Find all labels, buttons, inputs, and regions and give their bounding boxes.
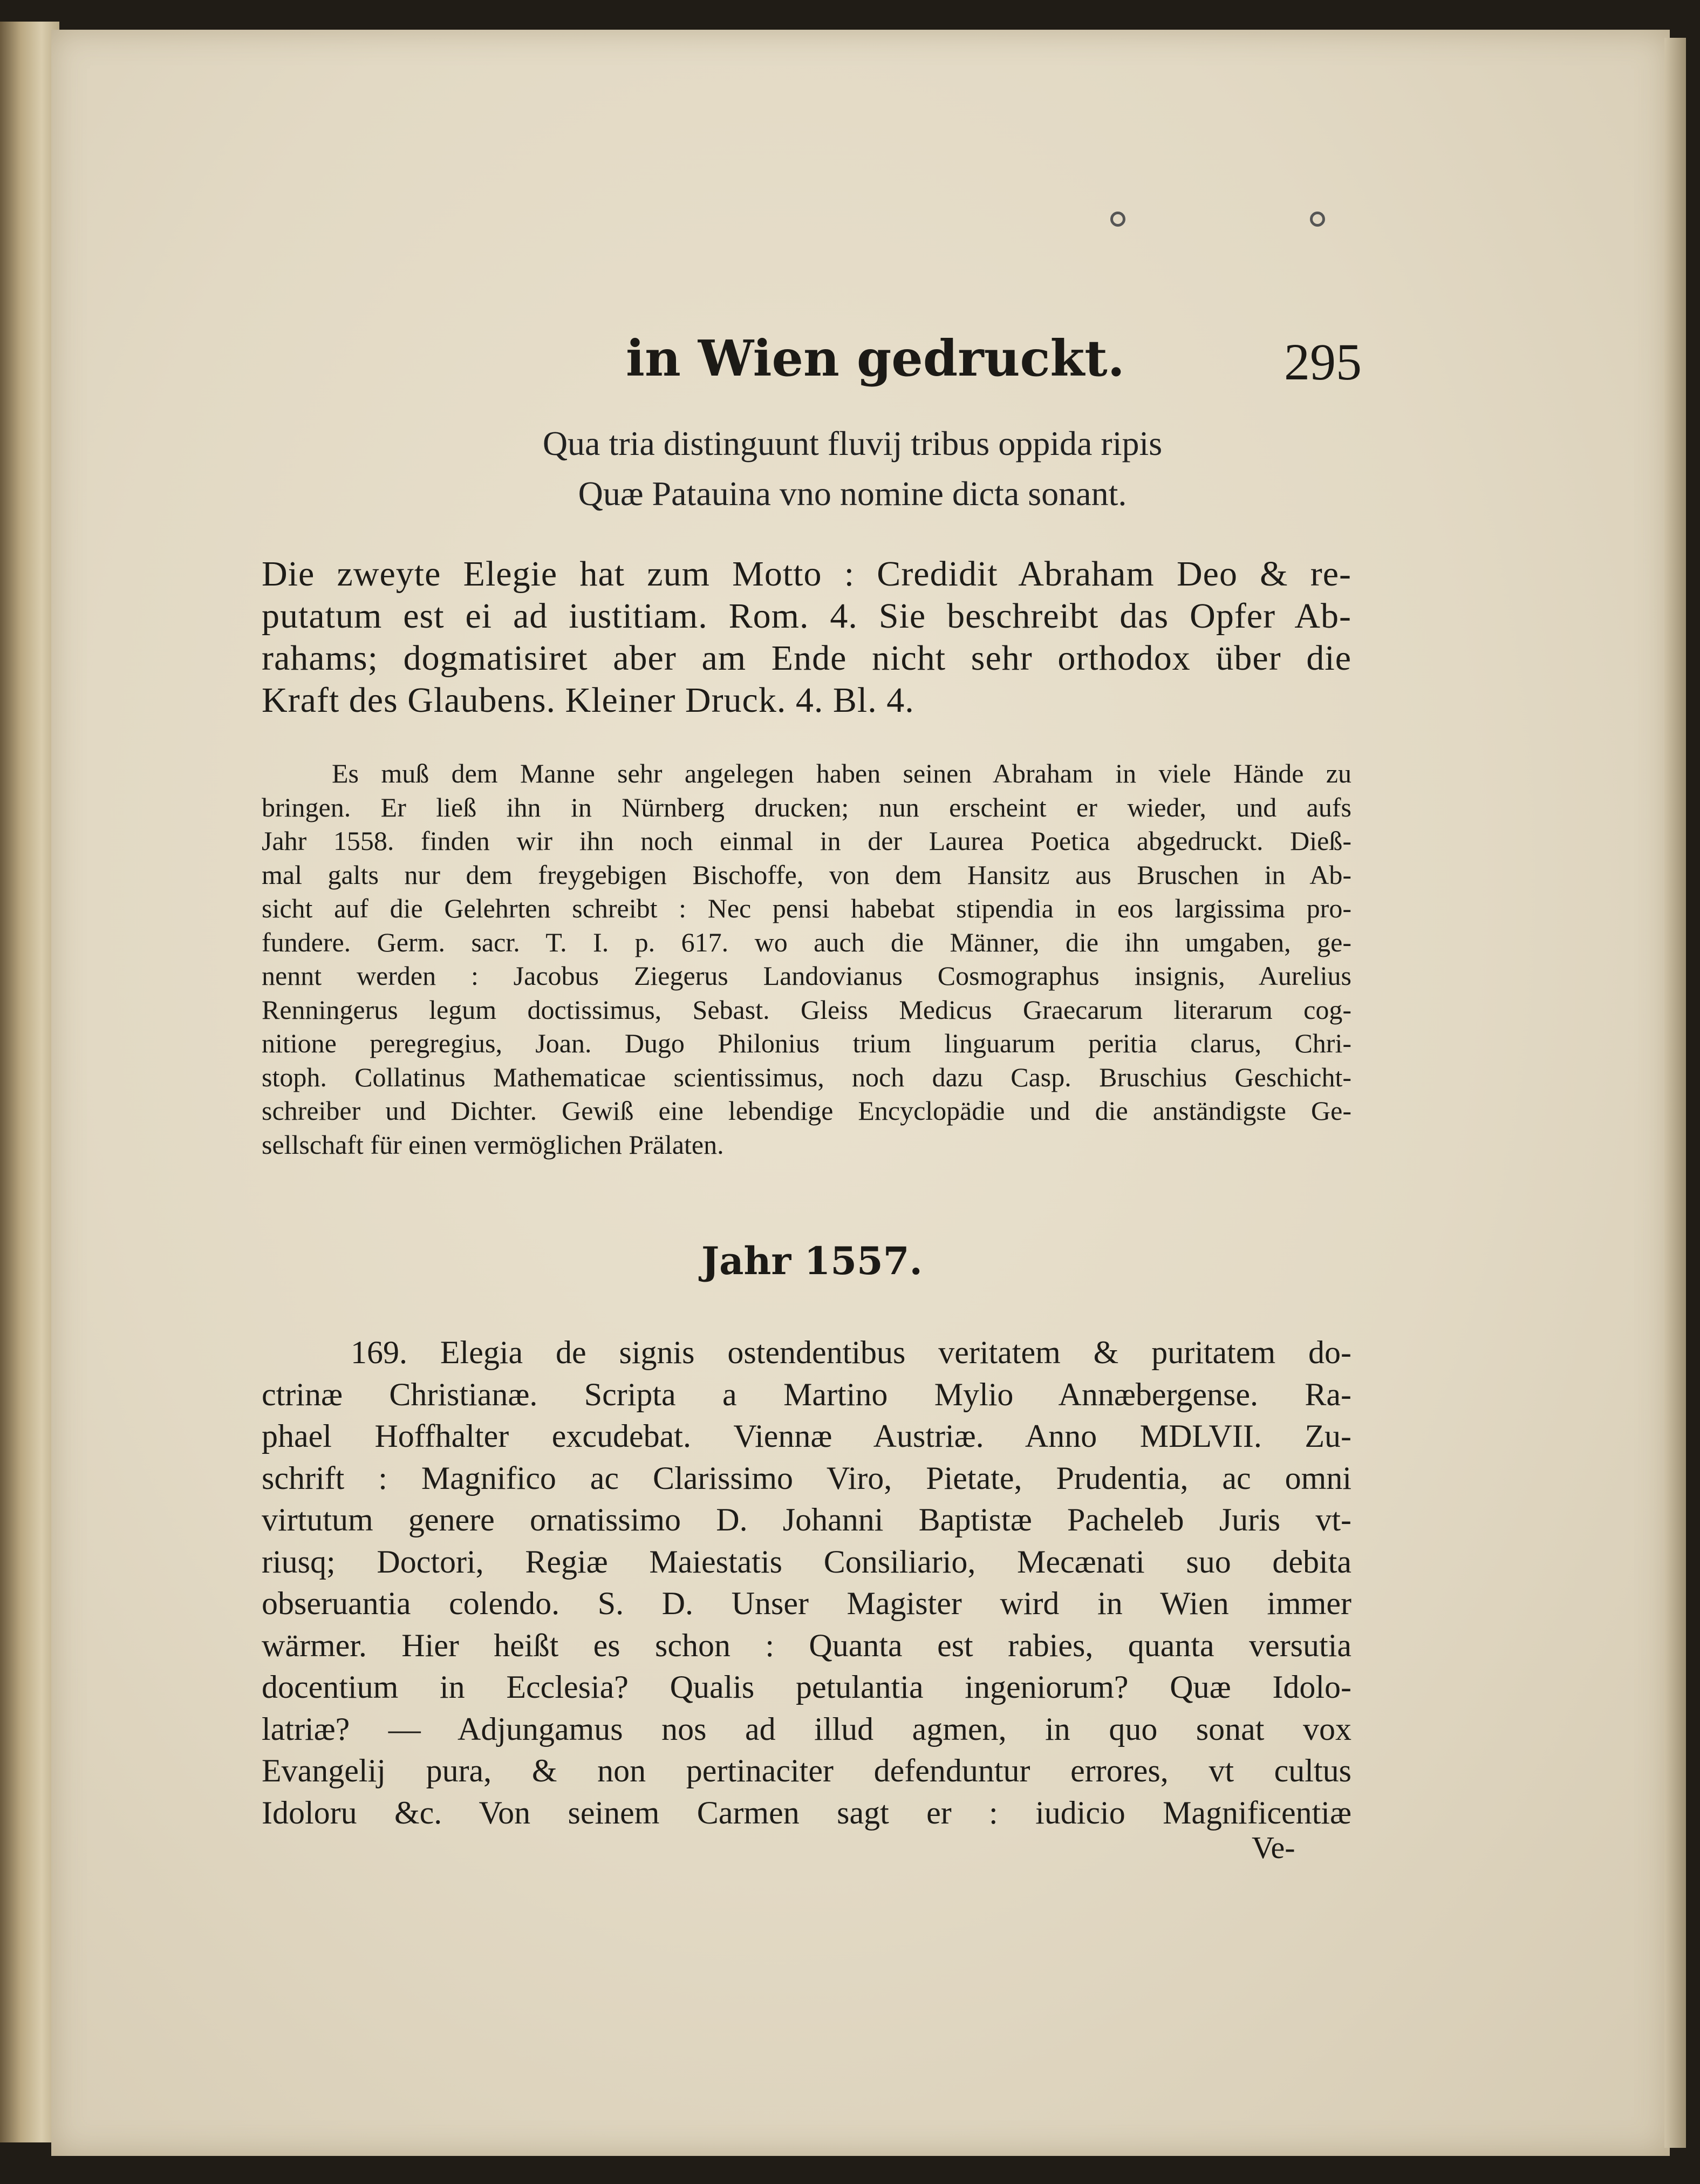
text-line: Renningerus legum doctissimus, Sebast. Gleiss Medicus Graecarum literarum cog-	[262, 994, 1351, 1025]
right-page-edge	[1664, 38, 1686, 2148]
text-line: ctrinæ Christianæ. Scripta a Martino Mylio Annæbergense. Ra-	[262, 1376, 1351, 1412]
text-line: virtutum genere ornatissimo D. Johanni Baptistæ Pacheleb Juris vt-	[262, 1502, 1351, 1537]
entry-paragraph	[262, 553, 1351, 722]
text-line: mal galts nur dem freygebigen Bischoffe, von dem Hansitz aus Bruschen in Ab-	[262, 859, 1351, 890]
text-line: nitione peregregius, Joan. Dugo Philonius trium linguarum peritia clarus, Chri-	[262, 1028, 1351, 1058]
left-page-edge	[0, 22, 59, 2142]
text-line: wärmer. Hier heißt es schon : Quanta est rabies, quanta versutia	[262, 1627, 1351, 1663]
text-line: Jahr 1558. finden wir ihn noch einmal in der Laurea Poetica abgedruckt. Dieß-	[262, 826, 1351, 856]
text-line: rahams; dogmatisiret aber am Ende nicht sehr orthodox über die	[262, 638, 1351, 678]
verse-line: Qua tria distinguunt fluvij tribus oppida ripis	[542, 424, 1163, 462]
text-line: riusq; Doctori, Regiæ Maiestatis Consiliario, Mecænati suo debita	[262, 1543, 1351, 1580]
text-line: latriæ? — Adjungamus nos ad illud agmen, in quo sonat vox	[262, 1711, 1351, 1747]
text-line: docentium in Ecclesia? Qualis petulantia ingeniorum? Quæ Idolo-	[262, 1669, 1351, 1705]
commentary-paragraph	[262, 757, 1351, 1161]
text-line: sellschaft für einen vermöglichen Prälaten.	[262, 1129, 724, 1160]
text-line: putatum est ei ad iustitiam. Rom. 4. Sie beschreibt das Opfer Ab-	[262, 596, 1351, 636]
page-number: 295	[1284, 333, 1362, 391]
text-line: Evangelij pura, & non pertinaciter defenduntur errores, vt cultus	[262, 1753, 1351, 1788]
text-line: stoph. Collatinus Mathematicae scientissimus, noch dazu Casp. Bruschius Geschicht-	[262, 1062, 1351, 1092]
paper-blemish	[1310, 212, 1325, 227]
text-line: sicht auf die Gelehrten schreibt : Nec pensi habebat stipendia in eos largissima pro-	[262, 893, 1351, 923]
catchword: Ve-	[1252, 1830, 1295, 1865]
paper-blemish	[1110, 212, 1125, 227]
text-line: 169. Elegia de signis ostendentibus veritatem & puritatem do-	[351, 1335, 1351, 1370]
text-line: fundere. Germ. sacr. T. I. p. 617. wo auch die Männer, die ihn umgaben, ge-	[262, 927, 1351, 957]
text-line: Die zweyte Elegie hat zum Motto : Credidit Abraham Deo & re-	[262, 554, 1351, 594]
running-head: in Wien gedruckt.	[626, 329, 1125, 387]
section-heading: Jahr 1557.	[701, 1239, 923, 1283]
text-line: schreiber und Dichter. Gewiß eine lebendige Encyclopädie und die anständigste Ge-	[262, 1096, 1351, 1126]
text-line: Es muß dem Manne sehr angelegen haben seinen Abraham in viele Hände zu	[332, 758, 1351, 788]
text-line: Kraft des Glaubens. Kleiner Druck. 4. Bl. 4.	[262, 681, 914, 720]
text-line: nennt werden : Jacobus Ziegerus Landovianus Cosmographus insignis, Aurelius	[262, 961, 1351, 991]
text-line: obseruantia colendo. S. D. Unser Magister wird in Wien immer	[262, 1586, 1351, 1621]
verse-line: Quæ Patauina vno nomine dicta sonant.	[578, 474, 1127, 513]
text-line: schrift : Magnifico ac Clarissimo Viro, Pietate, Prudentia, ac omni	[262, 1460, 1351, 1496]
text-line: Idoloru &c. Von seinem Carmen sagt er : iudicio Magnificentiæ	[262, 1794, 1351, 1831]
entry-169-paragraph	[262, 1332, 1351, 1834]
text-line: phael Hoffhalter excudebat. Viennæ Austriæ. Anno MDLVII. Zu-	[262, 1418, 1351, 1454]
text-line: bringen. Er ließ ihn in Nürnberg drucken; nun erscheint er wieder, und aufs	[262, 792, 1351, 822]
